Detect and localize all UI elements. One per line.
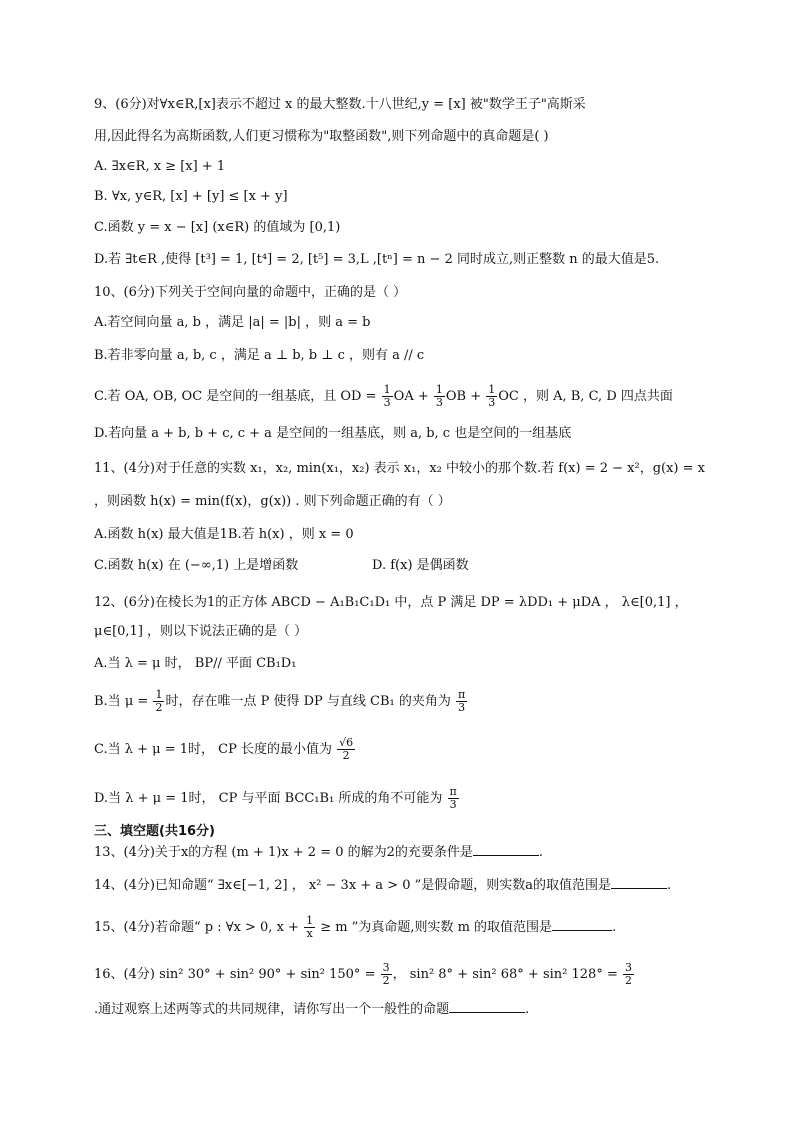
q14-line <box>94 876 671 895</box>
answer-blank[interactable] <box>552 918 612 931</box>
q16-text: .通过观察上述两等式的共同规律，请你写出一个一般性的命题 <box>94 1002 450 1017</box>
numerator: 1 <box>306 914 314 927</box>
q10-option-c <box>94 384 673 409</box>
numerator: 3 <box>624 961 632 974</box>
denominator: 2 <box>624 974 632 987</box>
fraction <box>623 962 634 987</box>
q9-option-b: B. ∀x, y∈R, [x] + [y] ≤ [x + y] <box>94 189 288 204</box>
q16-line1 <box>94 962 635 987</box>
q15-line <box>94 915 616 940</box>
q11-stem-line1: 11、(4分)对于任意的实数 x₁，x₂, min(x₁，x₂) 表示 x₁，x₂ 中较小的那个数.若 f(x) = 2 − x²，g(x) = x <box>94 461 705 476</box>
q12-stem-line1: 12、(6分)在棱长为1的正方体 ABCD − A₁B₁C₁D₁ 中，点 P 满足 DP = λDD₁ + μDA ， λ∈[0,1] ， <box>94 595 688 610</box>
section-heading: 三、填空题(共16分) <box>94 824 215 839</box>
denominator: 3 <box>435 396 443 409</box>
denominator: 2 <box>342 749 350 762</box>
q12-option-c <box>94 737 356 762</box>
denominator: x <box>306 927 313 940</box>
q9-option-c: C.函数 y = x − [x] (x∈R) 的值域为 [0,1) <box>94 220 341 235</box>
numerator: 3 <box>382 961 390 974</box>
q11-option-c: C.函数 h(x) 在 (−∞,1) 上是增函数 <box>94 558 299 573</box>
q10-option-b: B.若非零向量 a, b, c ，满足 a ⊥ b, b ⊥ c ，则有 a // c <box>94 348 425 363</box>
q10-c-mid2: OB + <box>445 389 486 404</box>
numerator: 1 <box>155 688 163 701</box>
q9-option-d: D.若 ∃t∈R ,使得 [t³] = 1, [t⁴] = 2, [t⁵] = 3,L ,[tⁿ] = n − 2 同时成立,则正整数 n 的最大值是5. <box>94 252 660 267</box>
fraction <box>304 915 315 940</box>
q13-text: 13、(4分)关于x的方程 (m + 1)x + 2 = 0 的解为2的充要条件是 <box>94 845 473 860</box>
q11-option-d: D. f(x) 是偶函数 <box>372 558 469 573</box>
q15-end: . <box>612 920 617 935</box>
q12-option-d <box>94 786 460 811</box>
q13-line <box>94 843 543 862</box>
denominator: 2 <box>382 974 390 987</box>
denominator: 3 <box>488 396 496 409</box>
q10-c-pre: C.若 OA, OB, OC 是空间的一组基底，且 OD = <box>94 389 381 404</box>
q9-option-a: A. ∃x∈R, x ≥ [x] + 1 <box>94 159 226 174</box>
q10-c-post: OC ，则 A, B, C, D 四点共面 <box>498 389 673 404</box>
fraction <box>486 384 497 409</box>
numerator: 1 <box>488 383 496 396</box>
q11-option-ab: A.函数 h(x) 最大值是1B.若 h(x) ，则 x = 0 <box>94 527 354 542</box>
q16-end: . <box>525 1002 530 1017</box>
q16-pre: 16、(4分) sin² 30° + sin² 90° + sin² 150° = <box>94 967 380 982</box>
q9-stem-line1: 9、(6分)对∀x∈R,[x]表示不超过 x 的最大整数.十八世纪,y = [x] 被"数学王子"高斯采 <box>94 97 586 112</box>
q12-option-b <box>94 689 468 714</box>
q10-c-mid1: OA + <box>393 389 433 404</box>
fraction <box>434 384 445 409</box>
q10-stem: 10、(6分)下列关于空间向量的命题中，正确的是（ ） <box>94 285 407 300</box>
fraction <box>153 689 164 714</box>
q13-end: . <box>538 845 544 860</box>
q10-option-d: D.若向量 a + b, b + c, c + a 是空间的一组基底，则 a, b, c 也是空间的一组基底 <box>94 426 572 441</box>
q12-b-pre: B.当 μ = <box>94 694 153 709</box>
q16-mid: ， sin² 8° + sin² 68° + sin² 128° = <box>392 967 622 982</box>
q11-stem-line2: ，则函数 h(x) = min(f(x)，g(x)) . 则下列命题正确的有（ ） <box>94 494 451 509</box>
q12-c-pre: C.当 λ + μ = 1时， CP 长度的最小值为 <box>94 742 337 757</box>
q9-stem-line2: 用,因此得名为高斯函数,人们更习惯称为"取整函数",则下列命题中的真命题是( ) <box>94 129 549 144</box>
answer-blank[interactable] <box>449 1000 525 1013</box>
numerator: π <box>458 688 466 701</box>
q12-option-a: A.当 λ = μ 时， BP// 平面 CB₁D₁ <box>94 656 297 671</box>
denominator: 2 <box>155 701 163 714</box>
q12-stem-line2: μ∈[0,1] ，则以下说法正确的是（ ） <box>94 624 308 639</box>
answer-blank[interactable] <box>611 876 667 889</box>
q15-pre: 15、(4分)若命题“ p : ∀x > 0, x + <box>94 920 304 935</box>
q10-option-a: A.若空间向量 a, b ，满足 |a| = |b| ，则 a = b <box>94 315 371 330</box>
q14-end: . <box>667 878 672 893</box>
q14-text: 14、(4分)已知命题“ ∃x∈[−1, 2] ， x² − 3x + a > 0 ”是假命题，则实数a的取值范围是 <box>94 878 612 893</box>
q12-b-mid: 时，存在唯一点 P 使得 DP 与直线 CB₁ 的夹角为 <box>165 694 455 709</box>
fraction <box>382 384 393 409</box>
q15-post: ≥ m ”为真命题,则实数 m 的取值范围是 <box>316 920 553 935</box>
fraction <box>448 786 459 811</box>
denominator: 3 <box>449 798 457 811</box>
q12-d-pre: D.当 λ + μ = 1时， CP 与平面 BCC₁B₁ 所成的角不可能为 <box>94 791 447 806</box>
fraction <box>337 737 355 762</box>
fraction <box>456 689 467 714</box>
numerator: π <box>449 785 457 798</box>
answer-blank[interactable] <box>473 843 539 856</box>
denominator: 3 <box>458 701 466 714</box>
numerator: 1 <box>383 383 391 396</box>
fraction <box>381 962 392 987</box>
denominator: 3 <box>383 396 391 409</box>
q16-line2 <box>94 1000 529 1019</box>
numerator: √6 <box>339 736 354 749</box>
numerator: 1 <box>435 383 443 396</box>
